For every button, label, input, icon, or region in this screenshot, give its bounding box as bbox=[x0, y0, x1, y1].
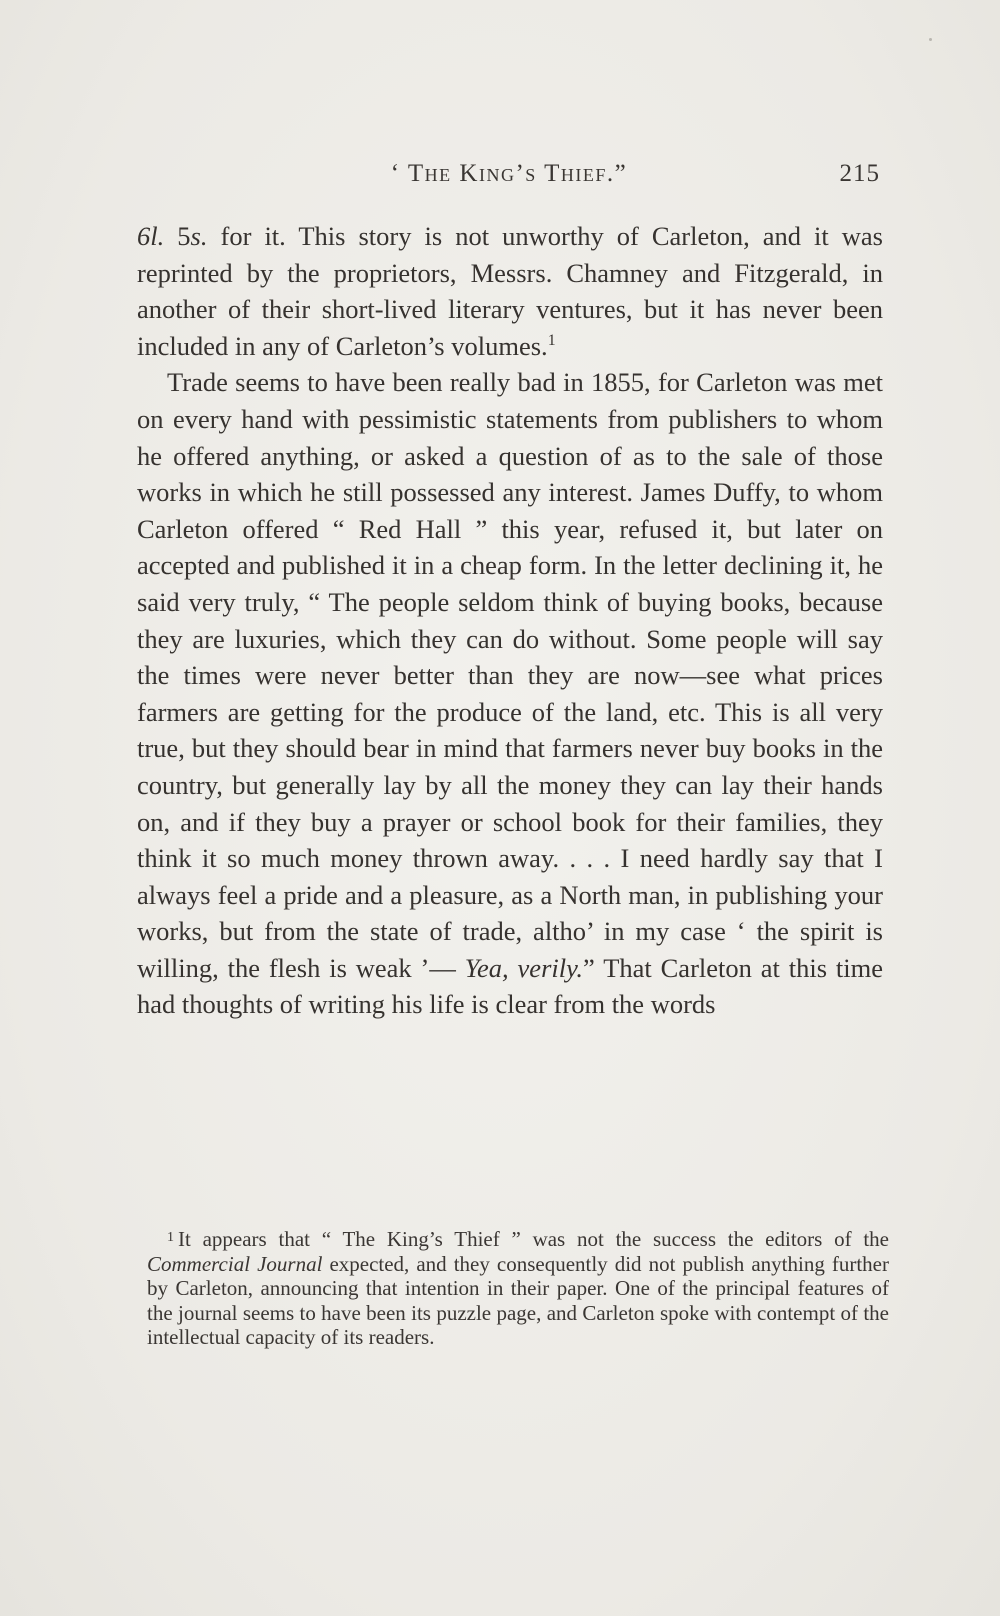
money-shillings-number: 5 bbox=[164, 221, 191, 251]
paragraph-2-text: Trade seems to have been really bad in 1855, for Carleton was met on every hand with pessimistic statements from publishers to whom he offered anything, or asked a question of as to the sale of those works in which he still possessed any interest. James Duffy, to whom Carleton offered “ Red Hall ” this year, refused it, but later on accepted and published it in a cheap form. In the letter declining it, he said very truly, “ The people seldom think of buying books, because they are luxuries, which they can do without. Some people will say the times were never better than they are now—see what prices farmers are getting for the produce of the land, etc. This is all very true, but they should bear in mind that farmers never buy books in the country, but generally lay by all the money they can lay their hands on, and if they buy a prayer or school book for their families, they think it so much money thrown away. . . . I need hardly say that I always feel a pride and a pleasure, as a North man, in publishing your works, but from the state of trade, altho’ in my case ‘ the spirit is willing, the flesh is weak ’— bbox=[137, 367, 883, 983]
page-number: 215 bbox=[839, 160, 880, 187]
footnote-marker: 1 bbox=[167, 1230, 174, 1245]
footnote-reference: 1 bbox=[547, 331, 556, 349]
running-title: ‘ The King’s Thief.” bbox=[390, 160, 628, 187]
paragraph-2 bbox=[137, 364, 883, 1023]
paragraph-1-text: for it. This story is not unworthy of Carleton, and it was reprinted by the proprietors, Messrs. Chamney and Fitzgerald, in another of their short-lived literary ventures, but it has never been included in any of Carleton’s volumes. bbox=[137, 221, 883, 361]
body-text bbox=[137, 218, 883, 1023]
footnote-paragraph bbox=[147, 1226, 889, 1350]
money-shillings: s. bbox=[190, 221, 208, 251]
running-head bbox=[138, 160, 880, 200]
money-pounds: 6l. bbox=[137, 221, 165, 251]
italic-quote: Yea, verily. bbox=[464, 952, 584, 983]
paragraph-1 bbox=[137, 218, 883, 364]
footnote-text-before: It appears that “ The King’s Thief ” was not the success the editors of the bbox=[178, 1227, 889, 1251]
quote-close: ” bbox=[583, 952, 595, 983]
footnote bbox=[147, 1226, 889, 1350]
paragraph-2-continuation: That Carleton at this time had thoughts of writing his life is clear from the words bbox=[137, 952, 883, 1020]
journal-title: Commercial Journal bbox=[147, 1251, 323, 1276]
footnote-text-after: expected, and they consequently did not publish anything further by Carleton, announcing that intention in their paper. One of the principal features of the journal seems to have been its puzzle page, and Carleton spoke with contempt of the intellectual capacity of its readers. bbox=[147, 1251, 889, 1350]
paper-speck bbox=[929, 38, 932, 41]
